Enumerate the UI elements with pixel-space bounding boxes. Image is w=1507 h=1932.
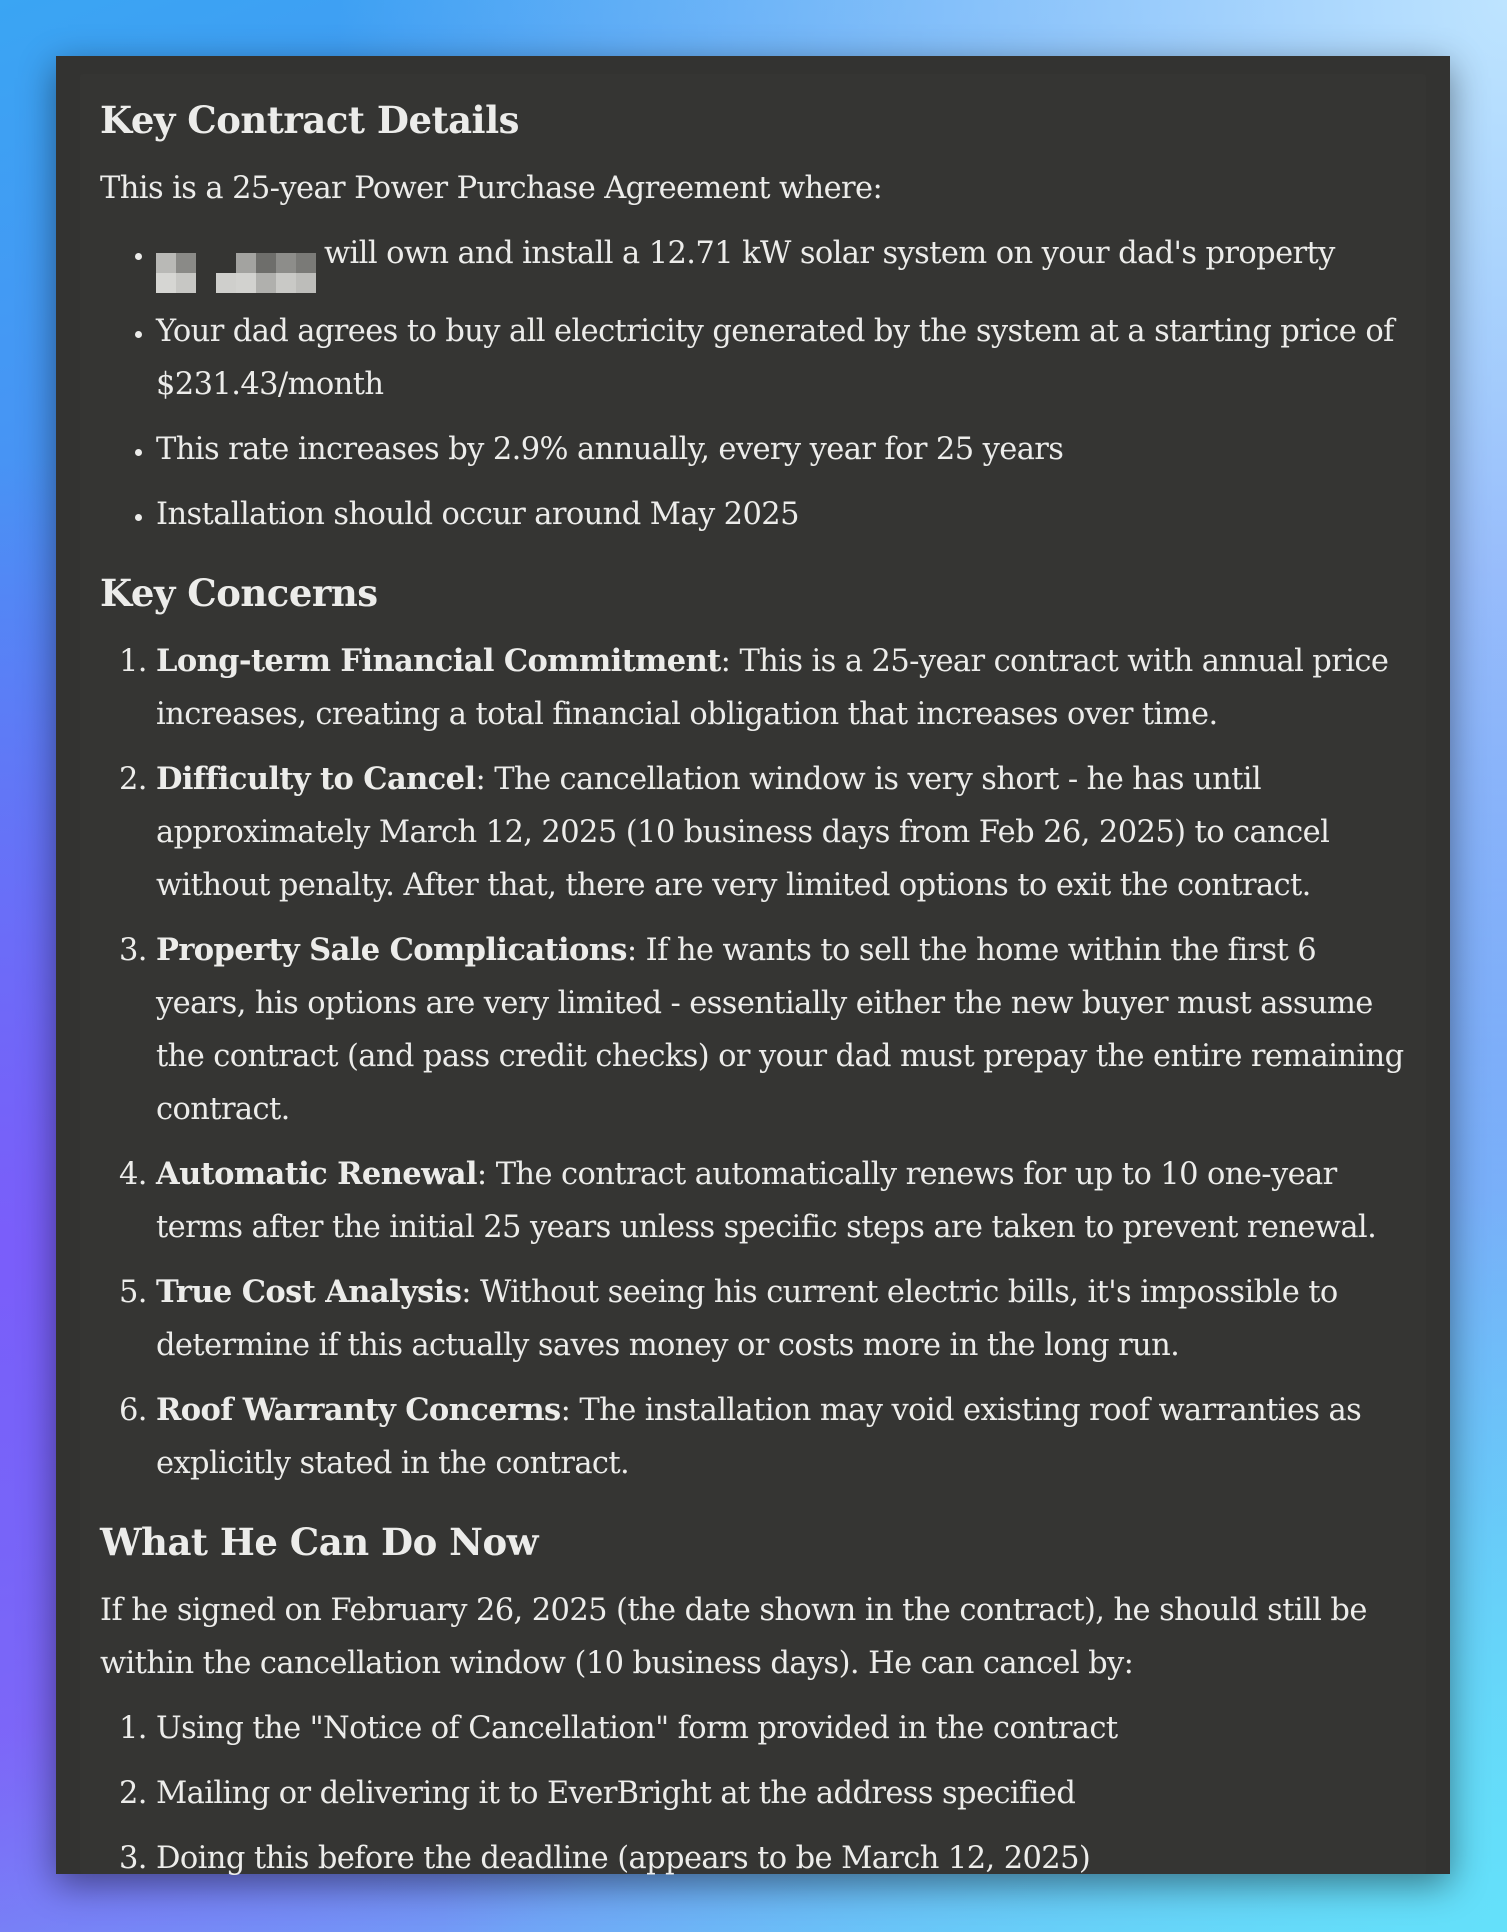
bullet-text: will own and install a 12.71 kW solar system on your dad's property (324, 236, 1335, 272)
concern-text: : The contract automatically renews for up to 10 one-year terms after the initial 25 years unless specific steps are taken to prevent renewal. (156, 1157, 1377, 1246)
response-content (80, 74, 1426, 1877)
concern-title: True Cost Analysis (156, 1274, 462, 1311)
list-item (156, 1384, 1406, 1490)
concern-title: Difficulty to Cancel (156, 761, 476, 798)
heading-what-he-can-do-now: What He Can Do Now (100, 1520, 538, 1565)
contract-intro: This is a 25-year Power Purchase Agreement where: (100, 171, 883, 207)
actions-intro: If he signed on February 26, 2025 (the date shown in the contract), he should still be within the cancellation window (10 business days). He can cancel by: (100, 1593, 1367, 1682)
redacted-company-name (156, 253, 316, 293)
list-item: 2. Mailing or delivering it to EverBright at the address specified (156, 1767, 1406, 1820)
concern-text: : The installation may void existing roof warranties as explicitly stated in the contract. (156, 1393, 1362, 1482)
list-item: • This rate increases by 2.9% annually, every year for 25 years (156, 423, 1406, 476)
list-item (156, 753, 1406, 912)
response-card (56, 56, 1450, 1877)
list-item: 1. Using the "Notice of Cancellation" form provided in the contract (156, 1702, 1406, 1755)
list-item (156, 924, 1406, 1136)
heading-key-contract-details: Key Contract Details (100, 98, 519, 142)
list-item: • Your dad agrees to buy all electricity generated by the system at a starting price of $231.43/month (156, 305, 1406, 411)
concerns-list (100, 635, 1406, 1490)
concern-title: Automatic Renewal (156, 1156, 477, 1193)
concern-text: : If he wants to sell the home within the first 6 years, his options are very limited - essentially either the new buyer must assume the contract (and pass credit checks) or your dad must prepay the entire remaining contract. (156, 933, 1404, 1128)
list-item: • Installation should occur around May 2025 (156, 488, 1406, 541)
concern-text: : The cancellation window is very short - he has until approximately March 12, 2025 (10 business days from Feb 26, 2025) to cancel without penalty. After that, there are very limited options to exit the contract. (156, 762, 1330, 904)
concern-text: : This is a 25-year contract with annual price increases, creating a total financial obligation that increases over time. (156, 644, 1389, 733)
actions-list (100, 1702, 1406, 1885)
list-item (156, 1148, 1406, 1254)
heading-key-concerns: Key Concerns (100, 571, 378, 616)
concern-title: Long-term Financial Commitment (156, 643, 721, 680)
concern-title: Roof Warranty Concerns (156, 1392, 561, 1429)
list-item (156, 1266, 1406, 1372)
list-item: 3. Doing this before the deadline (appears to be March 12, 2025) (156, 1832, 1406, 1885)
contract-details-list (100, 227, 1406, 541)
list-item (156, 635, 1406, 741)
concern-text: : Without seeing his current electric bills, it's impossible to determine if this actually saves money or costs more in the long run. (156, 1275, 1338, 1364)
concern-title: Property Sale Complications (156, 932, 627, 969)
list-item (156, 227, 1406, 293)
